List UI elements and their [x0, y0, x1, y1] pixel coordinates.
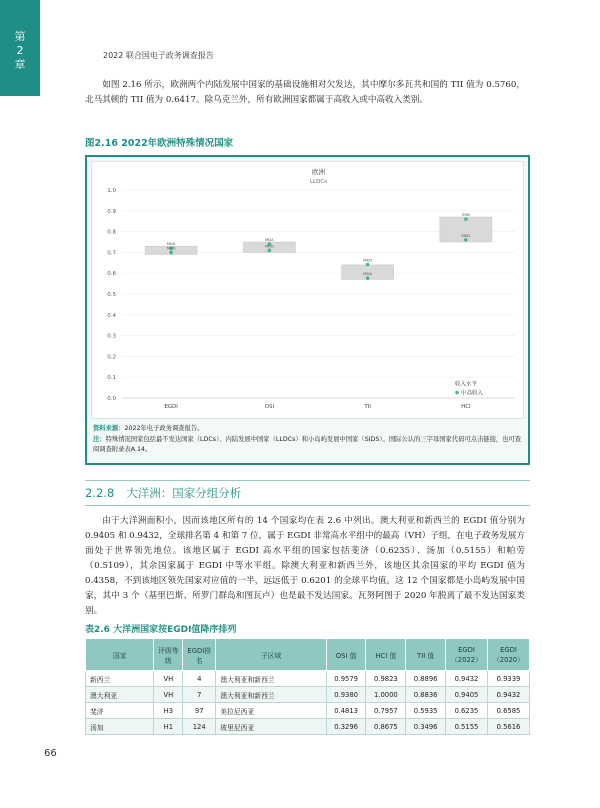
cell-osi: 0.9579 — [326, 671, 366, 687]
source-label: 资料来源： — [93, 425, 125, 432]
y-tick-label: 0.1 — [107, 375, 116, 382]
note-text: 特殊情况国家包括最不发达国家（LDCs）、内陆发展中国家（LLDCs）和小岛屿发展中国家（SIDS）。国际公认的三字母国家代码可点击链接，也可查阅调查附录表A.14。 — [93, 436, 522, 453]
data-point — [169, 251, 173, 255]
cell-subregion: 澳大利亚和新西兰 — [216, 687, 326, 703]
chart-subtitle: LLDCs — [309, 179, 328, 185]
cell-osi: 0.3296 — [326, 719, 366, 735]
x-tick-label: OSI — [264, 404, 275, 410]
x-tick-label: HCI — [461, 404, 471, 410]
legend-title: 收入水平 — [455, 381, 478, 388]
cell-rank: 124 — [183, 719, 216, 735]
cell-rating: VH — [154, 687, 183, 703]
cell-hci: 1.0000 — [366, 687, 406, 703]
cell-osi: 0.4813 — [326, 703, 366, 719]
figure-note — [93, 435, 523, 455]
col-header-tii: TII 值 — [406, 639, 446, 671]
cell-tii: 0.8896 — [406, 671, 446, 687]
y-tick-label: 0.7 — [107, 250, 116, 257]
legend-item: 中高收入 — [461, 390, 484, 397]
chapter-tab-line1: 第 — [14, 30, 26, 43]
chapter-tab-line3: 章 — [14, 58, 26, 71]
data-table — [85, 638, 530, 735]
data-point — [366, 276, 370, 280]
point-label: MDA — [265, 237, 274, 243]
y-tick-label: 0.2 — [107, 354, 116, 361]
x-tick-label: TII — [364, 404, 371, 410]
cell-egdi-2020: 0.6585 — [487, 703, 529, 719]
chart-title: 欧洲 — [312, 168, 325, 176]
point-label: MKD — [166, 245, 176, 251]
col-header-rank: EGDI排名 — [183, 639, 216, 671]
figure-title: 图2.16 2022年欧洲特殊情况国家 — [85, 138, 234, 149]
cell-osi: 0.9380 — [326, 687, 366, 703]
point-label: MKD — [461, 232, 471, 238]
chapter-tab-line2: 2 — [16, 44, 24, 57]
table-row — [86, 671, 530, 687]
source-text: 2022年电子政务调查报告。 — [124, 425, 204, 432]
y-tick-label: 0.9 — [107, 208, 116, 215]
cell-rating: VH — [154, 671, 183, 687]
point-label: SRB — [462, 212, 470, 218]
cell-egdi-2020: 0.5616 — [487, 719, 529, 735]
cell-egdi-2022: 0.6235 — [445, 703, 487, 719]
x-tick-label: EGDI — [164, 404, 178, 410]
y-tick-label: 0.3 — [107, 333, 116, 340]
chapter-tab — [0, 0, 40, 96]
cell-tii: 0.8836 — [406, 687, 446, 703]
cell-egdi-2022: 0.9432 — [445, 671, 487, 687]
cell-egdi-2020: 0.9339 — [487, 671, 529, 687]
cell-rating: H3 — [154, 703, 183, 719]
section-rule-top — [85, 480, 530, 481]
y-tick-label: 0.5 — [107, 292, 116, 298]
cell-country: 汤加 — [86, 719, 154, 735]
chart-svg — [92, 162, 525, 420]
data-point — [268, 249, 272, 253]
section-paragraph: 由于大洋洲面积小，因而该地区所有的 14 个国家均在表 2.6 中列出。澳大利亚和新西兰的 EGDI 值分别为 0.9405 和 0.9432，全球排名第 4 和第 7 位，属于 EGDI 非常高水平组中的最高（VH）子组，在电子政务发展方面处于世界领先地位。该地区属于 EGDI 高水平组的国家包括斐济（0.6235）、汤加（0.5155）和帕劳（0.5109），其余国家属于 EGDI 中等水平组。除澳大利亚和新西兰外，该地区其余国家的平均 EGDI 值为 0.4358，不到该地区领先国家对应值的一半，远远低于 0.6201 的全球平均值。这 12 个国家都是小岛屿发展中国家，其中 3 个（基里巴斯、所罗门群岛和图瓦卢）也是最不发达国家。瓦努阿图于 2020 年脱离了最不发达国家类别。 — [85, 516, 525, 616]
col-header-egdi-2022: EGDI（2022） — [445, 639, 487, 671]
cell-rank: 7 — [183, 687, 216, 703]
point-label: MDA — [166, 241, 176, 247]
cell-tii: 0.3496 — [406, 719, 446, 735]
y-tick-label: 0.0 — [107, 396, 116, 402]
legend-marker — [455, 391, 459, 395]
point-label: MKD — [265, 243, 274, 249]
point-label: MDA — [363, 271, 372, 277]
col-header-subregion: 子区域 — [216, 639, 326, 671]
cell-subregion: 美拉尼西亚 — [216, 703, 326, 719]
cell-egdi-2022: 0.5155 — [445, 719, 487, 735]
data-point — [464, 217, 468, 221]
cell-rank: 97 — [183, 703, 216, 719]
figure-box — [85, 155, 530, 465]
cell-subregion: 玻里尼西亚 — [216, 719, 326, 735]
cell-tii: 0.5935 — [406, 703, 446, 719]
table-header-row — [86, 639, 530, 671]
cell-subregion: 澳大利亚和新西兰 — [216, 671, 326, 687]
table-row — [86, 719, 530, 735]
y-tick-label: 0.6 — [107, 271, 116, 278]
col-header-hci: HCI 值 — [366, 639, 406, 671]
y-tick-label: 1.0 — [107, 188, 116, 194]
col-header-country: 国家 — [86, 639, 154, 671]
y-tick-label: 0.4 — [107, 312, 116, 319]
table-title: 表2.6 大洋洲国家按EGDI值降序排列 — [85, 625, 237, 635]
cell-country: 斐济 — [86, 703, 154, 719]
note-label: 注： — [93, 436, 106, 443]
figure-source — [93, 424, 523, 434]
data-point — [366, 263, 370, 267]
page-number: 66 — [44, 748, 57, 759]
col-header-osi: OSI 值 — [326, 639, 366, 671]
cell-hci: 0.7957 — [366, 703, 406, 719]
intro-paragraph: 如图 2.16 所示，欧洲两个内陆发展中国家的基础设施相对欠发达，其中摩尔多瓦共和国的 TII 值为 0.5760，北马其顿的 TII 值为 0.6417。除乌克兰外，所有欧洲国家都属于高收入或中高收入类别。 — [85, 80, 525, 105]
cell-egdi-2020: 0.9432 — [487, 687, 529, 703]
col-header-egdi-2020: EGDI（2020） — [487, 639, 529, 671]
cell-egdi-2022: 0.9405 — [445, 687, 487, 703]
section-title — [85, 485, 241, 501]
section-number: 2.2.8 — [85, 486, 115, 500]
cell-country: 新西兰 — [86, 671, 154, 687]
col-header-rating: 评级等级 — [154, 639, 183, 671]
y-tick-label: 0.8 — [107, 229, 116, 236]
cell-rating: H1 — [154, 719, 183, 735]
cell-hci: 0.8675 — [366, 719, 406, 735]
chart-panel — [91, 161, 524, 419]
cell-country: 澳大利亚 — [86, 687, 154, 703]
running-header: 2022 联合国电子政务调查报告 — [103, 51, 214, 60]
data-point — [464, 238, 468, 242]
point-label: MKD — [363, 257, 372, 263]
table-row — [86, 703, 530, 719]
cell-hci: 0.9823 — [366, 671, 406, 687]
cell-rank: 4 — [183, 671, 216, 687]
section-title-text: 大洋洲：国家分组分析 — [126, 486, 242, 500]
section-rule-bottom — [85, 505, 530, 506]
table-row — [86, 687, 530, 703]
